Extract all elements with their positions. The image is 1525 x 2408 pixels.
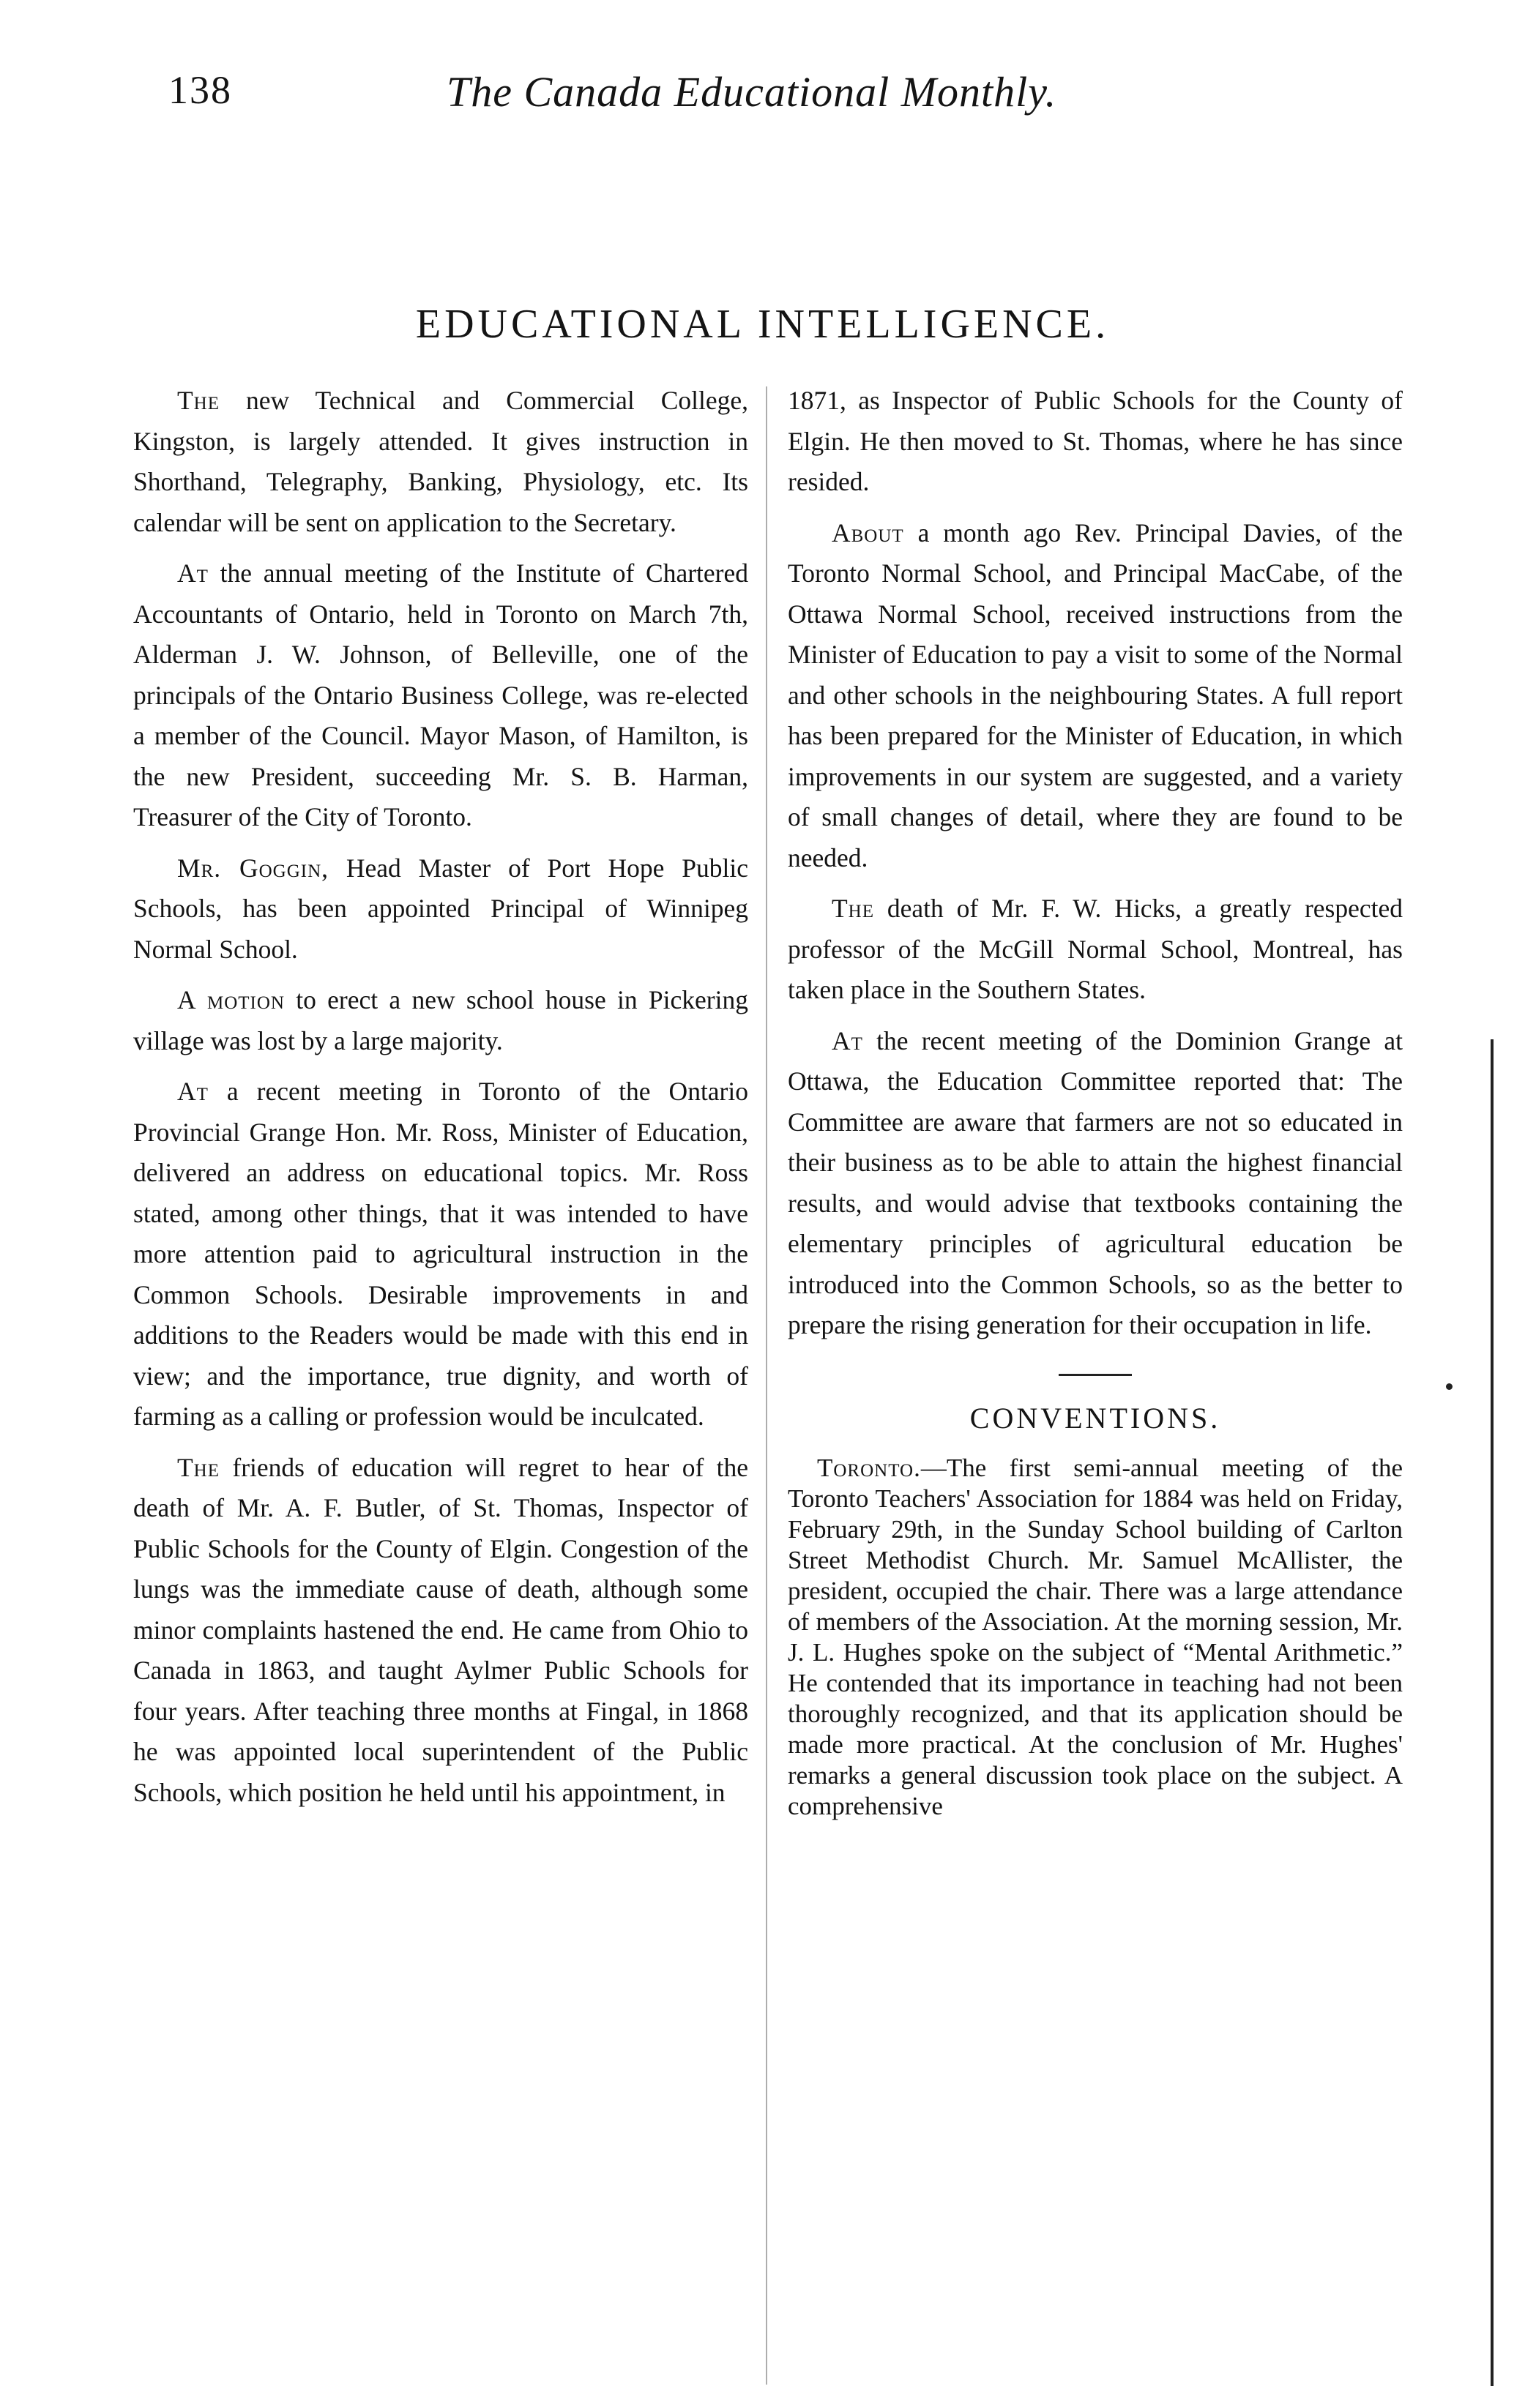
paragraph-provincial-grange — [133, 1072, 748, 1437]
paragraph-text: a month ago Rev. Principal Davies, of the Toronto Normal School, and Principal MacCabe, of the Ottawa Normal School, received instructions from the Minister of Education to pay a visit to some of the Normal and other schools in the neighbouring States. A full report has been prepared for the Minister of Education, in which improvements in our system are suggested, and a variety of small changes of detail, where they are found to be needed. — [788, 517, 1403, 872]
paragraph-text: the recent meeting of the Dominion Grange at Ottawa, the Education Committee reported that: The Committee are aware that farmers are not so educated in their business as to be able to attain the highest financial results, and would advise that textbooks containing the elementary principles of agricultural education be introduced into the Common Schools, so as the better to prepare the rising generation for their occupation in life. — [788, 1025, 1403, 1339]
paragraph-lead: A motion — [177, 985, 285, 1014]
paragraph-text: the annual meeting of the Institute of Chartered Accountants of Ontario, held in Toronto on March 7th, Alderman J. W. Johnson, of Belleville, one of the principals of the Ontario Business College, was re-elected a member of the Council. Mayor Mason, of Hamilton, is the new President, succeeding Mr. S. B. Harman, Treasurer of the City of Toronto. — [133, 558, 748, 831]
paragraph-text: Head Master of Port Hope Public Schools, has been appointed Principal of Winnipeg Normal School. — [133, 853, 748, 964]
paragraph-technical-college — [133, 381, 748, 543]
paragraph-lead: At — [177, 1077, 209, 1106]
paragraph-lead: The — [832, 894, 875, 923]
page-edge-rule — [1491, 1039, 1494, 2386]
paragraph-toronto-convention — [788, 1453, 1403, 1822]
paragraph-pickering-motion — [133, 980, 748, 1061]
section-separator-rule — [1059, 1374, 1132, 1376]
paragraph-normal-school-visit — [788, 513, 1403, 879]
paragraph-text: a recent meeting in Toronto of the Ontario Provincial Grange Hon. Mr. Ross, Minister of Education, delivered an address on educational topics. Mr. Ross stated, among other things, that it was intended to have more attention paid to agricultural instruction in the Common Schools. Desirable improvements in and additions to the Readers would be made with this end in view; and the importance, true dignity, and worth of farming as a calling or profession would be inculcated. — [133, 1077, 748, 1431]
paragraph-lead: At — [832, 1025, 863, 1055]
paragraph-chartered-accountants — [133, 553, 748, 838]
paragraph-text: death of Mr. F. W. Hicks, a greatly respected professor of the McGill Normal School, Montreal, has taken place in the Southern States. — [788, 894, 1403, 1004]
paragraph-butler-obituary — [133, 1448, 748, 1814]
paragraph-dominion-grange — [788, 1021, 1403, 1346]
paragraph-text: friends of education will regret to hear of the death of Mr. A. F. Butler, of St. Thomas, Inspector of Public Schools for the County of Elgin. Congestion of the lungs was the immediate cause of death, although some minor complaints hastened the end. He came from Ohio to Canada in 1863, and taught Aylmer Public Schools for four years. After teaching three months at Fingal, in 1868 he was appointed local superintendent of the Public Schools, which position he held until his appointment, in — [133, 1452, 748, 1807]
paragraph-butler-continued — [788, 381, 1403, 503]
left-column — [133, 381, 748, 1823]
column-divider — [766, 386, 767, 2385]
page-number: 138 — [168, 68, 232, 112]
paragraph-lead: Mr. Goggin, — [177, 853, 329, 883]
running-title: The Canada Educational Monthly. — [447, 68, 1057, 116]
paragraph-text: —The first semi-annual meeting of the Toronto Teachers' Association for 1884 was held on Friday, February 29th, in the Sunday School building of Carlton Street Methodist Church. Mr. Samuel McAllister, the president, occupied the chair. There was a large attendance of members of the Association. At the morning session, Mr. J. L. Hughes spoke on the subject of “Mental Arithmetic.” He contended that its importance in teaching had not been thoroughly recognized, and that its application should be made more practical. At the conclusion of Mr. Hughes' remarks a general discussion took place on the subject. A comprehensive — [788, 1454, 1403, 1820]
paragraph-lead: The — [177, 1452, 220, 1482]
margin-dot — [1446, 1383, 1453, 1390]
paragraph-lead: About — [832, 517, 904, 547]
paragraph-lead: At — [177, 558, 209, 588]
section-title: EDUCATIONAL INTELLIGENCE. — [415, 302, 1110, 347]
paragraph-text: 1871, as Inspector of Public Schools for the County of Elgin. He then moved to St. Thomas, where he has since resided. — [788, 386, 1403, 496]
page-header — [0, 67, 1525, 126]
paragraph-lead: The — [177, 386, 220, 415]
paragraph-text: new Technical and Commercial College, Kingston, is largely attended. It gives instruction in Shorthand, Telegraphy, Banking, Physiology, etc. Its calendar will be sent on application to the Secretary. — [133, 386, 748, 537]
paragraph-lead: Toronto. — [817, 1454, 921, 1482]
right-column — [788, 381, 1403, 1822]
paragraph-goggin — [133, 848, 748, 971]
paragraph-text: to erect a new school house in Pickering village was lost by a large majority. — [133, 985, 748, 1055]
conventions-heading: CONVENTIONS. — [969, 1401, 1221, 1435]
paragraph-hicks-death — [788, 889, 1403, 1011]
